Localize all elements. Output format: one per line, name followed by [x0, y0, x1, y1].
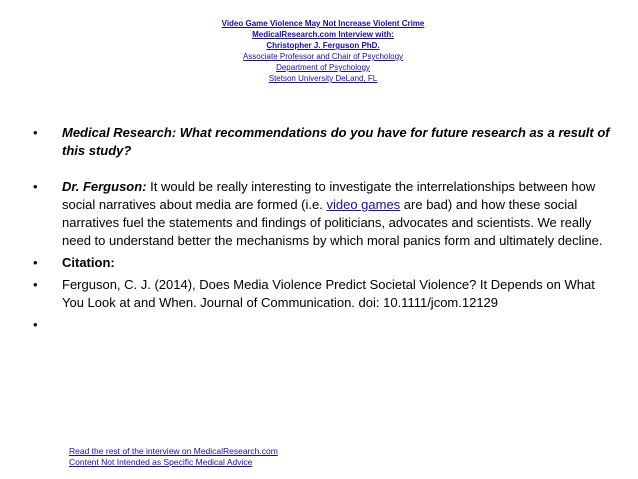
citation-label: Citation: [62, 255, 115, 270]
bullet-icon: • [33, 277, 38, 292]
department-link[interactable]: Department of Psychology [276, 63, 370, 72]
citation-label-item [33, 254, 618, 272]
empty-item [33, 316, 618, 334]
author-position-link[interactable]: Associate Professor and Chair of Psychology [242, 52, 404, 61]
author-name-link[interactable]: Christopher J. Ferguson PhD. [266, 41, 380, 50]
bullet-icon: • [33, 255, 38, 270]
university-link[interactable]: Stetson University DeLand, FL [268, 74, 378, 83]
interview-bullets [33, 124, 618, 334]
answer-speaker: Dr. Ferguson: [62, 179, 147, 194]
answer-text-part2: are bad) and how these social narratives fuel the statements and findings of politicians, advocates and scientists. We really need to understand better the mechanisms by which moral panics form and ultimately decline. [62, 197, 603, 248]
question-item [33, 124, 618, 160]
read-more-link[interactable]: Read the rest of the interview on MedicalResearch.com [69, 446, 278, 456]
article-title-link[interactable]: Video Game Violence May Not Increase Violent Crime [221, 19, 425, 28]
footer-links [69, 446, 278, 468]
citation-item [33, 276, 618, 312]
citation-text: Ferguson, C. J. (2014), Does Media Violence Predict Societal Violence? It Depends on What You Look at and When. Journal of Communication. doi: 10.1111/jcom.12129 [62, 277, 595, 310]
answer-text-part1: It would be really interesting to investigate the interrelationships between how social narratives about media are formed (i.e. [62, 179, 596, 212]
bullet-icon: • [33, 317, 38, 332]
interview-subtitle-link[interactable]: MedicalResearch.com Interview with: [252, 30, 394, 39]
question-text: Medical Research: What recommendations do you have for future research as a result of this study? [62, 125, 610, 158]
bullet-icon: • [33, 125, 38, 140]
video-games-link[interactable]: video games [326, 197, 401, 212]
interview-header [140, 18, 506, 84]
answer-item [33, 178, 618, 250]
disclaimer-link[interactable]: Content Not Intended as Specific Medical Advice [69, 457, 253, 467]
bullet-icon: • [33, 179, 38, 194]
